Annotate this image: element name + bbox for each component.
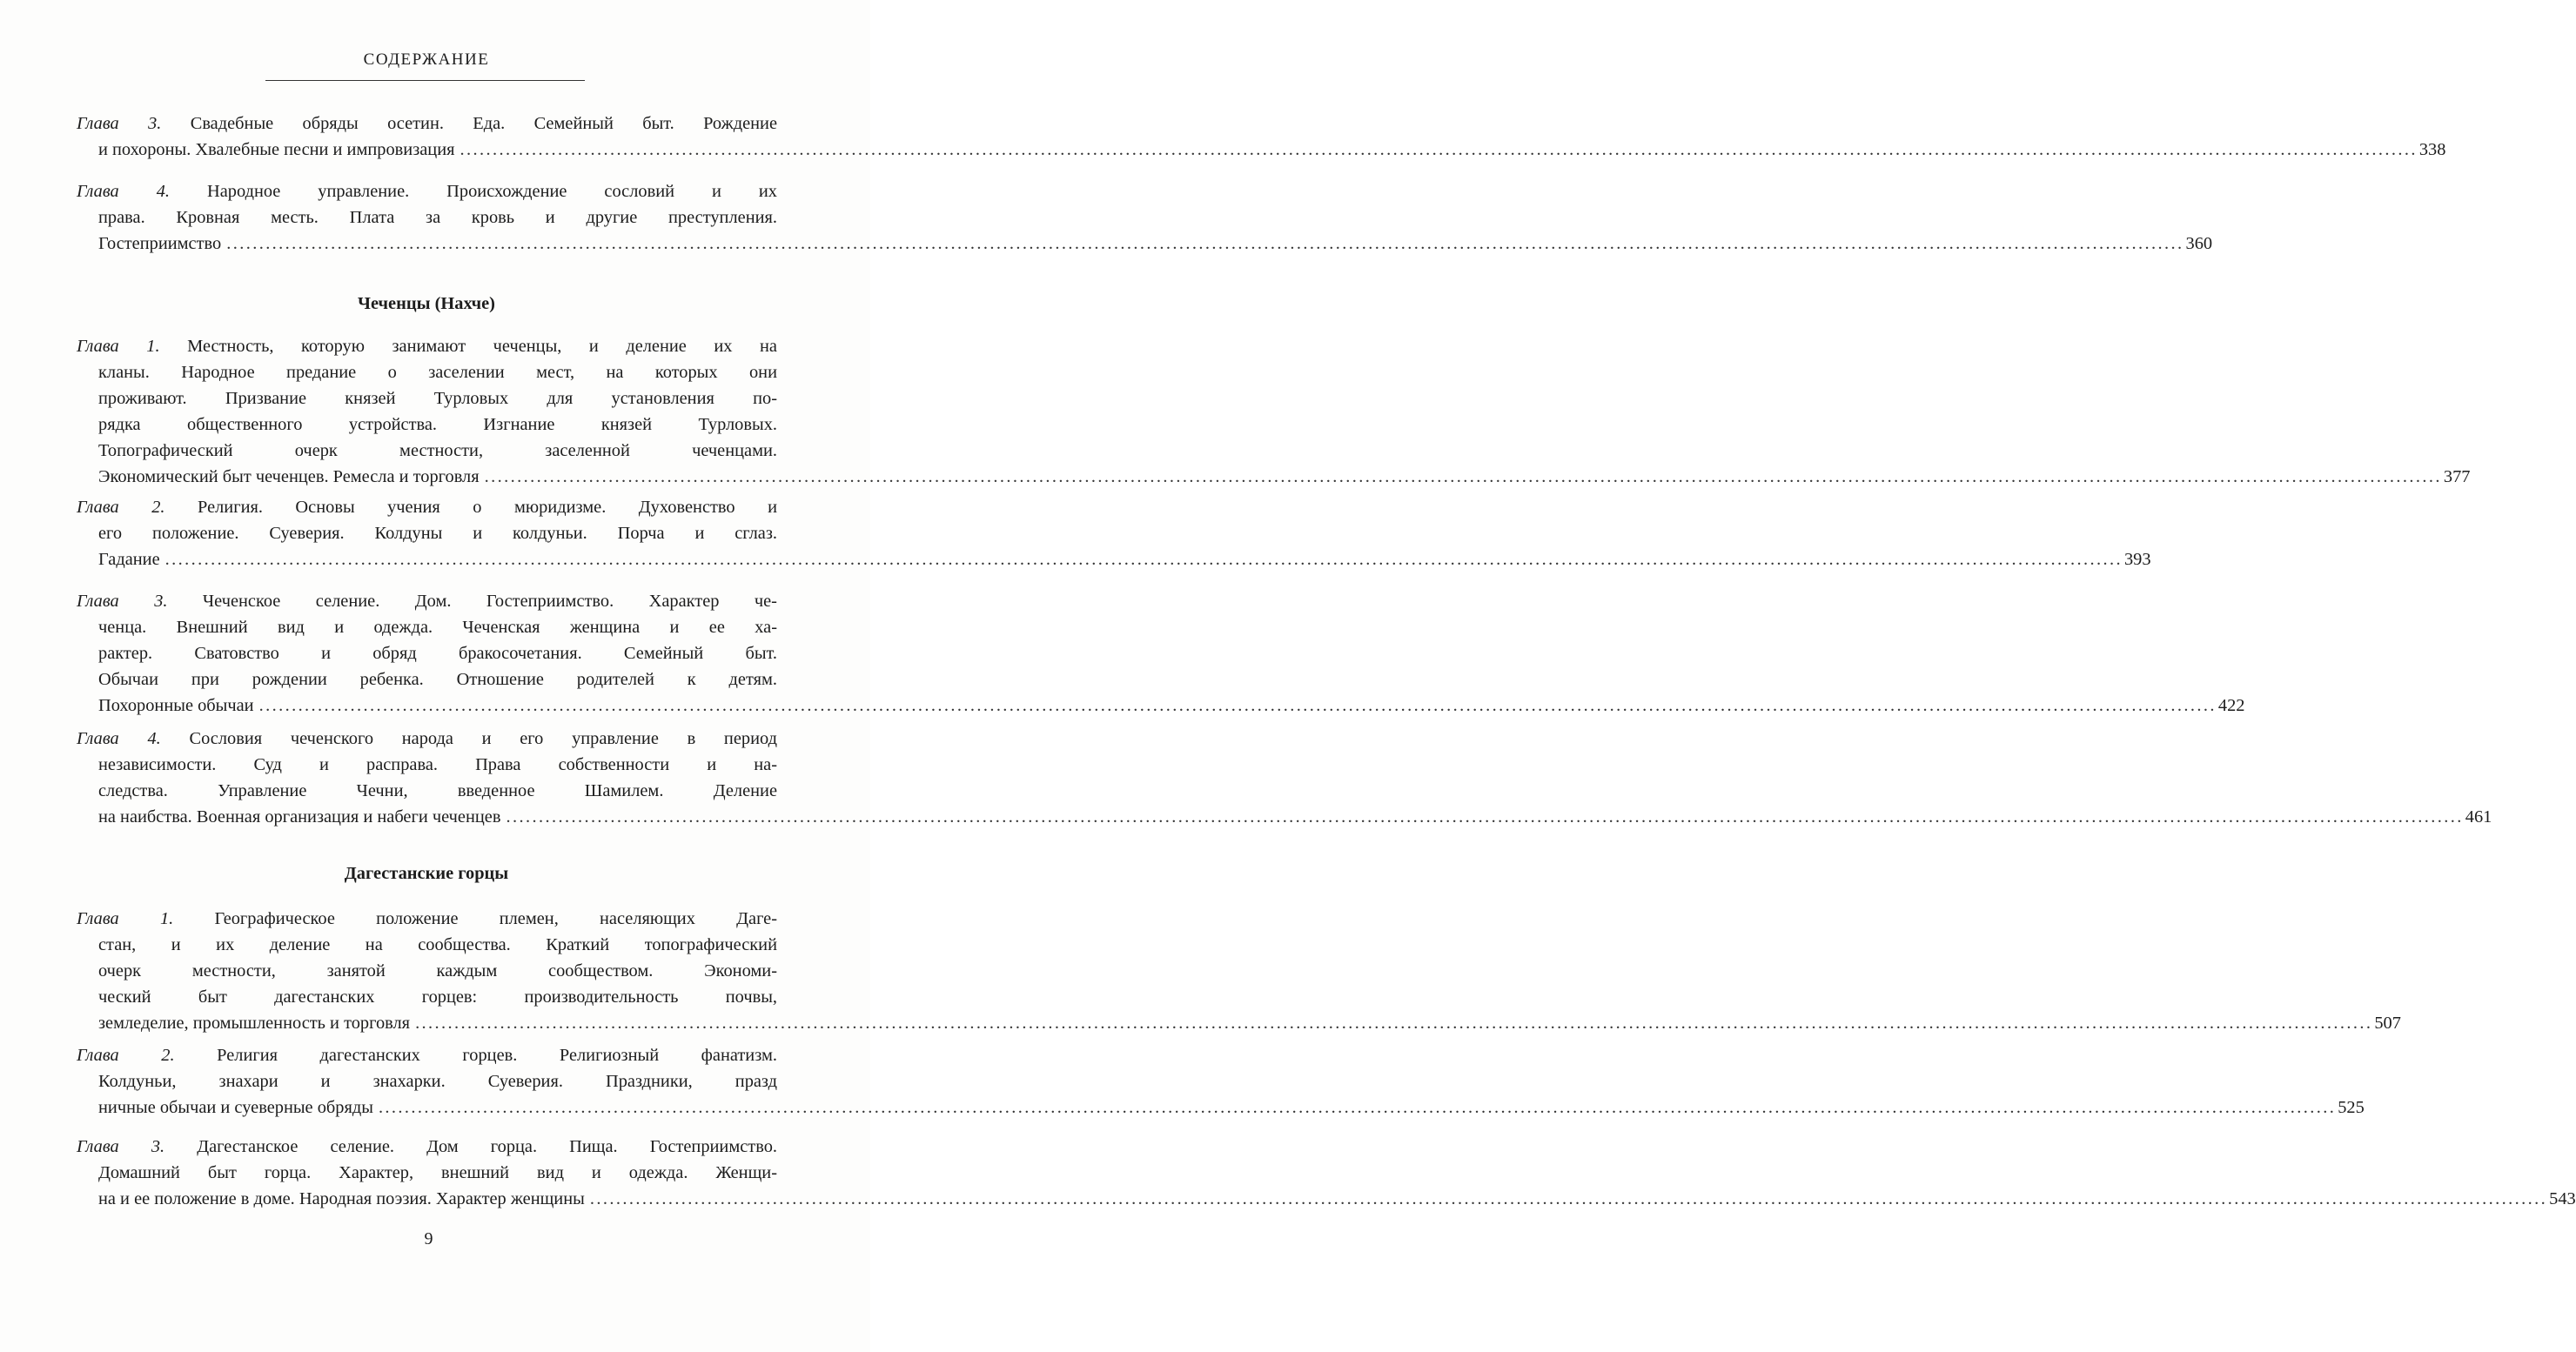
chapter-label: Глава 3. [77, 114, 162, 133]
leader-dots: ............................................................................................................................................................................................................................................................................................................ [415, 1014, 2373, 1033]
toc-entry-line [77, 1134, 777, 1160]
entry-text: на наибства. Военная организация и набеги чеченцев [98, 807, 501, 827]
leader-dots: ............................................................................................................................................................................................................................................................................................................ [164, 550, 2123, 569]
entry-text: Гостеприимство [98, 234, 222, 253]
entry-text: Религия. Основы учения о мюридизме. Духовенство и [198, 498, 777, 517]
toc-entry-line [77, 178, 777, 204]
page-number: 461 [2465, 807, 2492, 827]
section-title: Чеченцы (Нахче) [358, 294, 495, 313]
toc-entry-line [77, 1042, 777, 1068]
leader-dots: ............................................................................................................................................................................................................................................................................................................ [226, 234, 2184, 253]
entry-text: Народное управление. Происхождение сословий и их [206, 182, 777, 201]
entry-text: Свадебные обряды осетин. Еда. Семейный быт. Рождение [190, 114, 777, 133]
toc-entry-line [77, 110, 777, 137]
entry-text: Религия дагестанских горцев. Религиозный фанатизм. [217, 1046, 777, 1065]
toc-entry[interactable] [77, 178, 2213, 257]
entry-text: Похоронные обычаи [98, 696, 254, 715]
entry-text: Дагестанское селение. Дом горца. Пища. Гостеприимство. [197, 1137, 777, 1156]
section-title: Дагестанские горцы [344, 864, 509, 883]
toc-entry-line [77, 137, 2446, 163]
toc-entry-line: Домашний быт горца. Характер, внешний вид и одежда. Женщи- [98, 1163, 777, 1182]
entry-text: Сословия чеченского народа и его управление в период [189, 729, 777, 748]
toc-entry-line: очерк местности, занятой каждым сообществом. Экономи- [98, 961, 777, 981]
page-number: 507 [2374, 1014, 2401, 1033]
toc-entry-line: ческий быт дагестанских горцев: производительность почвы, [98, 987, 777, 1007]
toc-entry-line: Топографический очерк местности, заселенной чеченцами. [98, 441, 777, 460]
leader-dots: ............................................................................................................................................................................................................................................................................................................ [378, 1098, 2337, 1117]
entry-text: и похороны. Хвалебные песни и импровизация [98, 140, 455, 159]
chapter-label: Глава 3. [77, 592, 168, 611]
toc-entry-line [77, 333, 777, 359]
toc-entry-line: рядка общественного устройства. Изгнание князей Турловых. [98, 415, 777, 434]
toc-entry-line [77, 804, 2492, 830]
toc-entry[interactable] [77, 726, 2492, 830]
chapter-label: Глава 1. [77, 337, 160, 356]
toc-entry[interactable] [77, 110, 2446, 163]
toc-entry[interactable] [77, 1134, 2576, 1212]
page-number: 525 [2338, 1098, 2365, 1117]
toc-entry-line: Колдуньи, знахари и знахарки. Суеверия. Праздники, празд [98, 1072, 777, 1091]
toc-entry-line [77, 1010, 2401, 1036]
page-number-footer: 9 [424, 1229, 433, 1248]
leader-dots: ............................................................................................................................................................................................................................................................................................................ [589, 1189, 2548, 1208]
toc-entry-line: рактер. Сватовство и обряд бракосочетания. Семейный быт. [98, 644, 777, 663]
toc-entry[interactable] [77, 906, 2401, 1036]
toc-entry[interactable] [77, 333, 2471, 490]
chapter-label: Глава 3. [77, 1137, 165, 1156]
chapter-label: Глава 2. [77, 498, 165, 517]
chapter-label: Глава 1. [77, 909, 174, 928]
toc-entry-line: проживают. Призвание князей Турловых для установления по- [98, 389, 777, 408]
entry-text: Экономический быт чеченцев. Ремесла и торговля [98, 467, 480, 486]
toc-entry-line [77, 231, 2213, 257]
page-number: 377 [2443, 467, 2471, 486]
toc-entry-line [77, 726, 777, 752]
toc-entry-line: следства. Управление Чечни, введенное Шамилем. Деление [98, 781, 777, 800]
leader-dots: ............................................................................................................................................................................................................................................................................................................ [484, 467, 2442, 486]
entry-text: Гадание [98, 550, 160, 569]
toc-entry[interactable] [77, 588, 2245, 719]
page-number: 393 [2123, 550, 2151, 569]
chapter-label: Глава 4. [77, 182, 171, 201]
toc-entry-line: стан, и их деление на сообщества. Краткий топографический [98, 935, 777, 954]
toc-entry-line [77, 1186, 2576, 1212]
toc-entry-line [77, 494, 777, 520]
toc-entry-line [77, 1094, 2365, 1121]
entry-text: Географическое положение племен, населяющих Даге- [214, 909, 778, 928]
leader-dots: ............................................................................................................................................................................................................................................................................................................ [506, 807, 2464, 827]
chapter-label: Глава 4. [77, 729, 161, 748]
toc-entry-line [77, 546, 2151, 572]
toc-entry-line [77, 588, 777, 614]
toc-entry-line: кланы. Народное предание о заселении мест, на которых они [98, 363, 777, 382]
toc-entry-line: независимости. Суд и расправа. Права собственности и на- [98, 755, 777, 774]
entry-text: земледелие, промышленность и торговля [98, 1014, 411, 1033]
toc-entry-line: ченца. Внешний вид и одежда. Чеченская женщина и ее ха- [98, 618, 777, 637]
toc-entry-line: права. Кровная месть. Плата за кровь и другие преступления. [98, 208, 777, 227]
toc-entry-line: его положение. Суеверия. Колдуны и колдуньи. Порча и сглаз. [98, 524, 777, 543]
leader-dots: ............................................................................................................................................................................................................................................................................................................ [258, 696, 2217, 715]
entry-text: ничные обычаи и суеверные обряды [98, 1098, 373, 1117]
entry-text: Чеченское селение. Дом. Гостеприимство. Характер че- [202, 592, 777, 611]
toc-entry-line: Обычаи при рождении ребенка. Отношение родителей к детям. [98, 670, 777, 689]
toc-entry-line [77, 906, 777, 932]
page-number: 360 [2185, 234, 2213, 253]
page-number: 422 [2217, 696, 2245, 715]
toc-entry[interactable] [77, 494, 2151, 572]
toc-entry-line [77, 464, 2471, 490]
entry-text: Местность, которую занимают чеченцы, и деление их на [187, 337, 777, 356]
page-number: 543 [2549, 1189, 2576, 1208]
header-rule [265, 80, 585, 81]
toc-entry[interactable] [77, 1042, 2365, 1121]
running-head: СОДЕРЖАНИЕ [363, 50, 490, 69]
leader-dots: ............................................................................................................................................................................................................................................................................................................ [460, 140, 2418, 159]
page-number: 338 [2418, 140, 2446, 159]
chapter-label: Глава 2. [77, 1046, 175, 1065]
entry-text: на и ее положение в доме. Народная поэзия. Характер женщины [98, 1189, 585, 1208]
toc-entry-line [77, 693, 2245, 719]
